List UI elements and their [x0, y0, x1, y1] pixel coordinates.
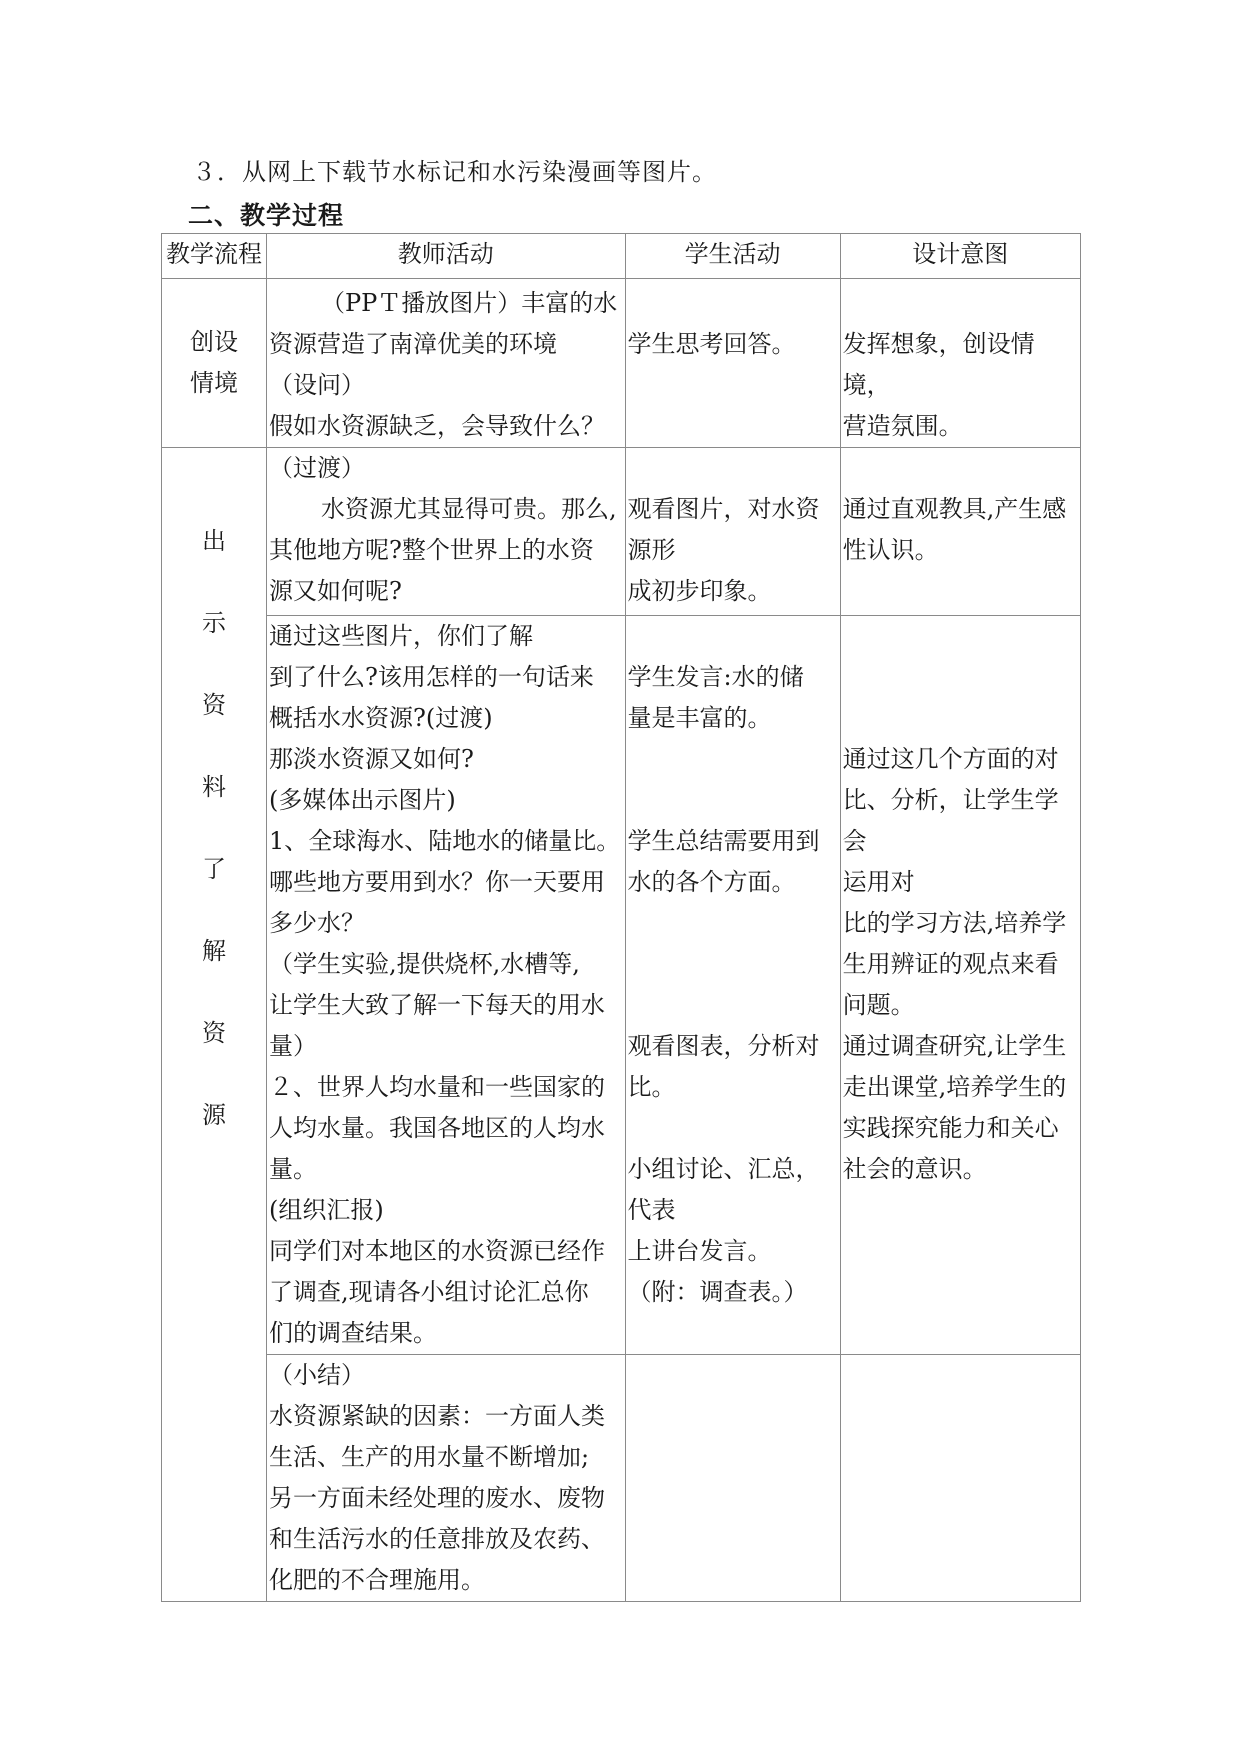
design-intent-cell — [840, 616, 1080, 1355]
student-activity-cell — [625, 448, 840, 616]
text-line: 人均水量。我国各地区的人均水 — [269, 1114, 606, 1142]
text-line: 们的调查结果。 — [269, 1319, 438, 1347]
text-line: （小结） — [269, 1361, 366, 1389]
text-line: ２、世界人均水量和一些国家的 — [269, 1073, 606, 1101]
student-activity-cell — [625, 1355, 840, 1602]
text-line: 通过这些图片，你们了解 — [269, 622, 534, 650]
phase-char: 资 — [202, 1019, 226, 1047]
table-row — [162, 279, 1081, 448]
text-line: 量是丰富的。 — [627, 704, 772, 732]
text-line: 通过直观教具,产生感 — [842, 495, 1067, 523]
phase-char: 源 — [202, 1101, 226, 1129]
text-line: 观看图表，分析对 — [627, 1032, 820, 1060]
text-line: 成初步印象。 — [627, 577, 772, 605]
text-line: （附：调查表。） — [627, 1278, 808, 1306]
text-line: 比、分析，让学生学会 — [842, 786, 1059, 855]
design-intent-cell — [840, 279, 1080, 448]
text-line: 水资源紧缺的因素：一方面人类 — [269, 1402, 606, 1430]
text-line: 概括水水资源?(过渡) — [269, 704, 493, 732]
text-line: 学生发言:水的储 — [627, 663, 804, 691]
student-activity-cell — [625, 616, 840, 1355]
text-line: 另一方面未经处理的废水、废物 — [269, 1484, 606, 1512]
phase-char: 料 — [202, 773, 226, 801]
text-line: 小组讨论、汇总， — [627, 1155, 820, 1183]
header-intent: 设计意图 — [840, 234, 1080, 279]
table-row — [162, 616, 1081, 1355]
text-line: 生用辨证的观点来看 — [842, 950, 1059, 978]
text-line: 性认识。 — [842, 536, 939, 564]
text-line: 实践探究能力和关心 — [842, 1114, 1059, 1142]
text-line: 水的各个方面。 — [627, 868, 796, 896]
text-line: （PPＴ播放图片）丰富的水 — [321, 289, 618, 317]
text-line: 和生活污水的任意排放及农药、 — [269, 1525, 606, 1553]
design-intent-cell — [840, 1355, 1080, 1602]
text-line: 那淡水资源又如何? — [269, 745, 474, 773]
section-heading: 二、教学过程 — [188, 201, 345, 230]
header-teacher: 教师活动 — [267, 234, 626, 279]
text-line: 通过这几个方面的对 — [842, 745, 1059, 773]
text-line: 量。 — [269, 1155, 318, 1183]
text-line: 学生思考回答。 — [627, 330, 796, 358]
header-flow: 教学流程 — [162, 234, 267, 279]
intro-line: ３．从网上下载节水标记和水污染漫画等图片。 — [192, 158, 717, 186]
text-line: 水资源尤其显得可贵。那么, — [321, 495, 617, 523]
phase-show-materials — [162, 448, 267, 1602]
text-line: 社会的意识。 — [842, 1155, 987, 1183]
text-line: （设问） — [269, 371, 366, 399]
teacher-activity-cell — [267, 448, 626, 616]
text-line: 比。 — [627, 1073, 676, 1101]
text-line: 资源营造了南漳优美的环境 — [269, 330, 558, 358]
text-line: 走出课堂,培养学生的 — [842, 1073, 1067, 1101]
header-student: 学生活动 — [625, 234, 840, 279]
text-line: (多媒体出示图片) — [269, 786, 456, 814]
text-line: 生活、生产的用水量不断增加; — [269, 1443, 590, 1471]
phase-char: 出 — [202, 527, 226, 555]
text-line: （过渡） — [269, 454, 366, 482]
text-line: 问题。 — [842, 991, 915, 1019]
phase-char: 解 — [202, 937, 226, 965]
teacher-activity-cell — [267, 279, 626, 448]
text-line: (组织汇报) — [269, 1196, 384, 1224]
phase-line: 创设 — [190, 328, 238, 356]
phase-line: 情境 — [190, 369, 238, 397]
phase-char: 示 — [202, 609, 226, 637]
text-line: 1、全球海水、陆地水的储量比。 — [269, 827, 621, 855]
design-intent-cell — [840, 448, 1080, 616]
phase-char: 了 — [202, 855, 226, 883]
text-line: 营造氛围。 — [842, 412, 963, 440]
text-line: 学生总结需要用到 — [627, 827, 820, 855]
text-line: 让学生大致了解一下每天的用水 — [269, 991, 606, 1019]
text-line: 假如水资源缺乏，会导致什么？ — [269, 412, 606, 440]
text-line: 上讲台发言。 — [627, 1237, 772, 1265]
table-row — [162, 448, 1081, 616]
text-line: 源形 — [627, 536, 676, 564]
teacher-activity-cell — [267, 1355, 626, 1602]
table-row — [162, 1355, 1081, 1602]
text-line: 量） — [269, 1032, 318, 1060]
phase-char: 资 — [202, 691, 226, 719]
text-line: 哪些地方要用到水？你一天要用 — [269, 868, 606, 896]
text-line: 同学们对本地区的水资源已经作 — [269, 1237, 606, 1265]
text-line: 运用对 — [842, 868, 915, 896]
text-line: 通过调查研究,让学生 — [842, 1032, 1067, 1060]
text-line: （学生实验,提供烧杯,水槽等, — [269, 950, 580, 978]
text-line: 到了什么?该用怎样的一句话来 — [269, 663, 594, 691]
student-activity-cell — [625, 279, 840, 448]
text-line: 其他地方呢?整个世界上的水资 — [269, 536, 594, 564]
phase-create-situation — [162, 279, 267, 448]
text-line: 了调查,现请各小组讨论汇总你 — [269, 1278, 589, 1306]
table-header-row — [162, 234, 1081, 279]
teaching-process-table — [161, 233, 1081, 1602]
teacher-activity-cell — [267, 616, 626, 1355]
text-line: 观看图片，对水资 — [627, 495, 820, 523]
text-line: 源又如何呢? — [269, 577, 402, 605]
text-line: 代表 — [627, 1196, 676, 1224]
text-line: 多少水？ — [269, 909, 366, 937]
text-line: 比的学习方法,培养学 — [842, 909, 1067, 937]
text-line: 化肥的不合理施用。 — [269, 1566, 486, 1594]
text-line: 发挥想象，创设情境， — [842, 330, 1035, 399]
